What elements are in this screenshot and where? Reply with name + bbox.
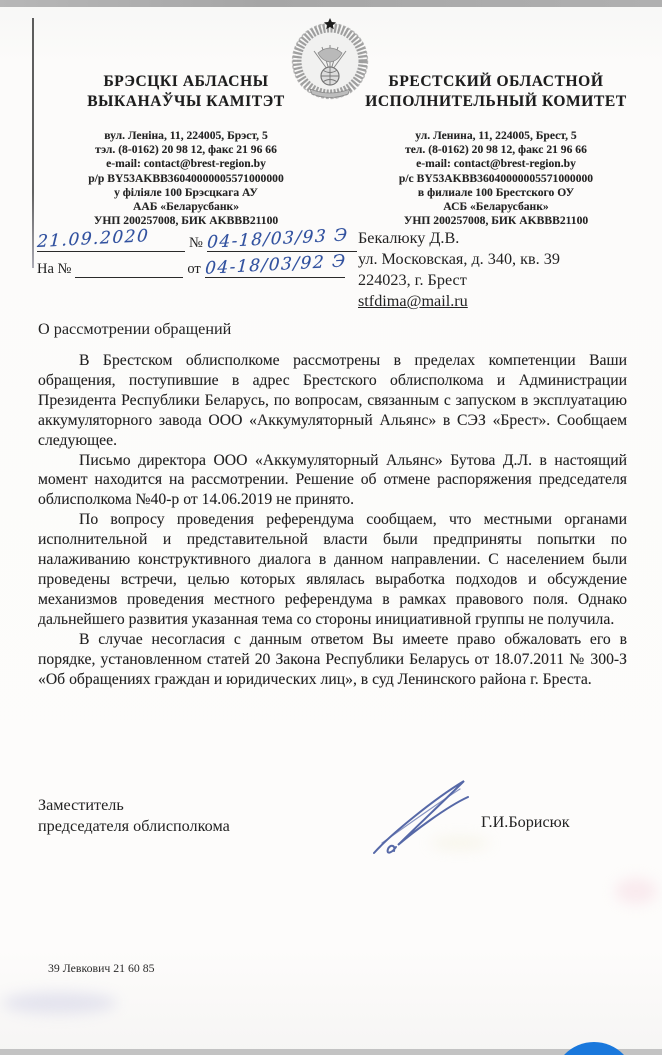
org-detail-line: УНП 200257008, БИК AKBBB21100	[93, 214, 279, 228]
org-detail-line: e-mail: contact@brest-region.by	[416, 157, 576, 171]
org-detail-line: УНП 200257008, БИК AKBBB21100	[403, 214, 589, 228]
org-detail-line: тэл. (8-0162) 20 98 12, факс 21 96 66	[95, 143, 277, 157]
ot-label: от	[187, 261, 201, 277]
org-name-line: БРЕСТСКИЙ ОБЛАСТНОЙ	[388, 73, 604, 90]
scan-smudge	[2, 992, 117, 1014]
signature-block	[38, 795, 628, 865]
org-detail-line: в филиале 100 Брестского ОУ	[417, 185, 575, 199]
body-paragraph: В Брестском облисполкоме рассмотрены в пределах компетенции Ваши обращения, поступившие в адрес Брестского облисполкома и Администрации Президента Республики Беларусь, по вопросам, связанным с запуском в эксплуатацию аккумуляторного завода ООО «Аккумуляторный Альянс» в СЭЗ «Брест». Сообщаем следующее.	[38, 352, 627, 449]
org-detail-line: у філіяле 100 Брэсцкага АУ	[114, 185, 258, 199]
org-detail-line: АСБ «Беларусбанк»	[443, 200, 549, 214]
org-detail-line: вул. Леніна, 11, 224005, Брэст, 5	[104, 129, 268, 142]
letterhead-belarusian	[35, 72, 337, 228]
org-name-line: ИСПОЛНИТЕЛЬНЫЙ КОМИТЕТ	[365, 93, 627, 110]
scan-edge-top	[0, 0, 662, 7]
executor-note: 39 Левкович 21 60 85	[48, 961, 155, 975]
letterhead-russian	[343, 72, 649, 228]
signer-name: Г.И.Борисюк	[481, 813, 570, 831]
body-paragraph: Письмо директора ООО «Аккумуляторный Альянс» Бутова Д.Л. в настоящий момент находится на рассмотрении. Решение об отмене распоряжения председателя облисполкома №40-р от 14.06.2019 не принято.	[38, 451, 627, 509]
recipient-city: 224023, г. Брест	[358, 271, 467, 289]
handwritten-date: 21.09.2020	[36, 226, 150, 252]
org-name-line: ВЫКАНАЎЧЫ КАМІТЭТ	[87, 93, 285, 110]
incoming-number-blank	[75, 255, 183, 278]
body-paragraph: По вопросу проведения референдума сообщаем, что местными органами исполнительной и представительной власти были предприняты попытки по налаживанию конструктивного диалога в данном направлении. С населением были проведены встречи, целью которых являлась выработка подходов и обсуждение механизмов проведения местного референдума в рамках правового поля. Однако дальнейшего развития указанная тема со стороны инициативной группы не получила.	[38, 511, 627, 628]
org-name-line: БРЭСЦКІ АБЛАСНЫ	[103, 73, 269, 90]
org-detail-line: р/с BY53AKBB36040000005571000000	[398, 171, 594, 185]
letter-body	[38, 351, 627, 689]
na-number-label: На №	[37, 261, 72, 277]
org-detail-line: ул. Ленина, 11, 224005, Брест, 5	[415, 129, 577, 142]
org-detail-line: тел. (8-0162) 20 98 12, факс 21 96 66	[405, 143, 587, 157]
signer-title-line: Заместитель	[38, 796, 124, 814]
scan-edge-bottom	[0, 1049, 662, 1055]
handwritten-outgoing-number: 04-18/03/93 Э	[206, 225, 349, 253]
handwritten-incoming-number: 04-18/03/92 Э	[204, 251, 347, 279]
org-detail-line: e-mail: contact@brest-region.by	[106, 157, 266, 171]
scan-smudge	[615, 878, 657, 904]
subject-line: О рассмотрении обращений	[38, 320, 232, 338]
recipient-email: stfdima@mail.ru	[358, 292, 468, 310]
reference-block	[37, 226, 357, 278]
handwritten-signature	[368, 777, 498, 859]
scan-fold-line	[32, 18, 34, 268]
recipient-name: Бекалюку Д.В.	[358, 229, 460, 247]
recipient-block	[358, 228, 560, 312]
signer-title-line: председателя облисполкома	[38, 816, 230, 835]
recipient-address: ул. Московская, д. 340, кв. 39	[358, 250, 560, 268]
body-paragraph: В случае несогласия с данным ответом Вы имеете право обжаловать его в порядке, установленном статей 20 Закона Республики Беларусь от 18.07.2011 № 300-З «Об обращениях граждан и юридических лиц», в суд Ленинского района г. Бреста.	[38, 630, 627, 688]
org-detail-line: ААБ «Беларусбанк»	[133, 200, 239, 214]
org-detail-line: р/р BY53AKBB36040000005571000000	[88, 171, 284, 185]
number-sign-label: №	[189, 235, 203, 251]
